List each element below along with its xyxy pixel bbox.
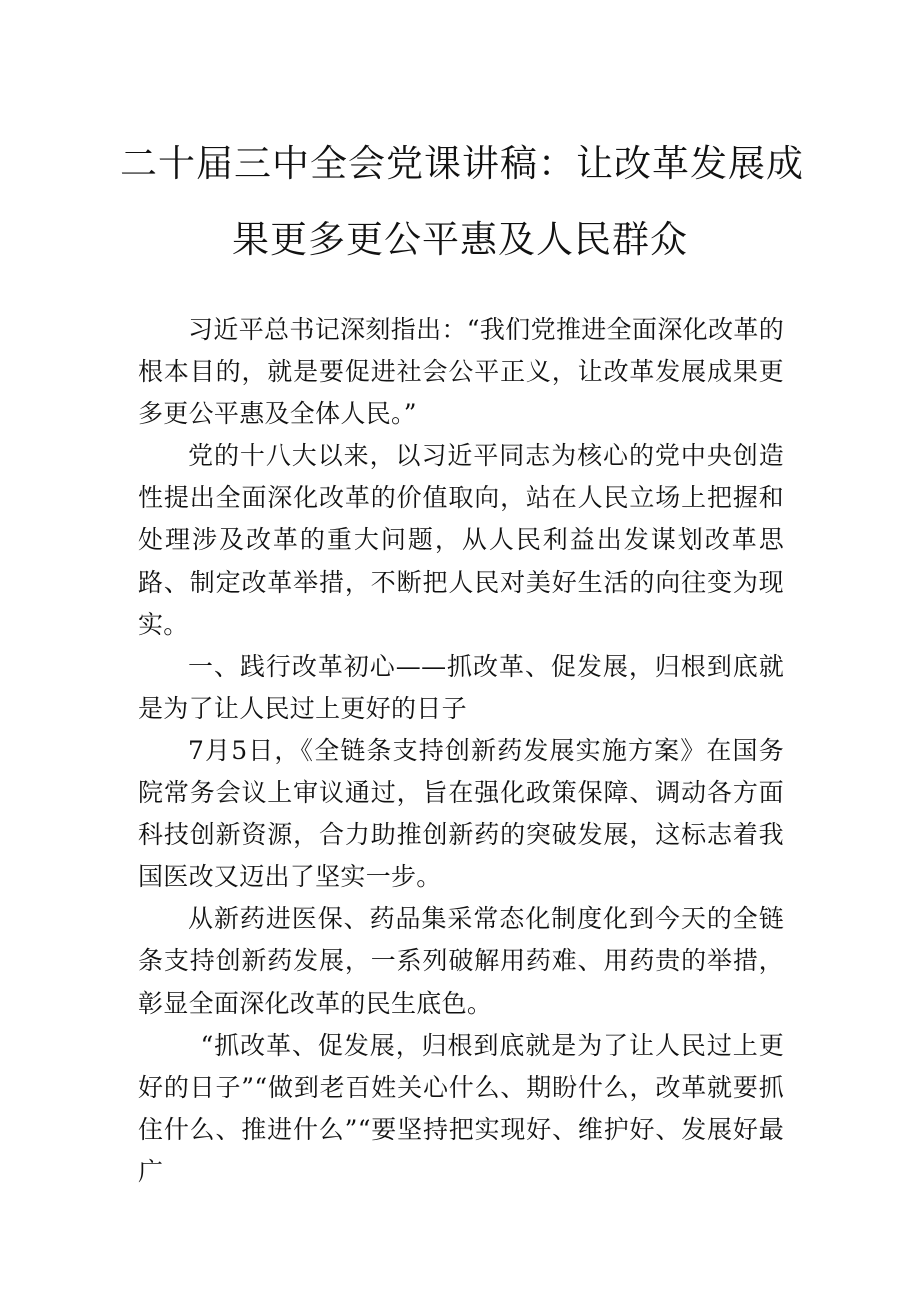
paragraph-july-5: 7月5日，《全链条支持创新药发展实施方案》在国务院常务会议上审议通过，旨在强化政策保障、调动各方面科技创新资源，合力助推创新药的突破发展，这标志着我国医改又迈出了坚实一步。 [138, 735, 784, 892]
paragraph-since-18th-congress: 党的十八大以来，以习近平同志为核心的党中央创造性提出全面深化改革的价值取向，站在人民立场上把握和处理涉及改革的重大问题，从人民利益出发谋划改革思路、制定改革举措，不断把人民对美好生活的向往变为现实。 [138, 441, 784, 639]
document-body [138, 309, 784, 1193]
document-title-line-1: 二十届三中全会党课讲稿：让改革发展成 [120, 142, 804, 185]
section-heading-1: 一、践行改革初心——抓改革、促发展，归根到底就是为了让人民过上更好的日子 [138, 651, 784, 723]
paragraph-reform-quotes: “抓改革、促发展，归根到底就是为了让人民过上更好的日子”“做到老百姓关心什么、期盼什么，改革就要抓住什么、推进什么”“要坚持把实现好、维护好、发展好最广 [138, 1030, 784, 1186]
document-title-line-2: 果更多更公平惠及人民群众 [232, 218, 688, 261]
paragraph-medicine-reform: 从新药进医保、药品集采常态化制度化到今天的全链条支持创新药发展，一系列破解用药难、用药贵的举措，彰显全面深化改革的民生底色。 [138, 904, 784, 1018]
paragraph-quote-intro: 习近平总书记深刻指出：“我们党推进全面深化改革的根本目的，就是要促进社会公平正义，让改革发展成果更多更公平惠及全体人民。” [138, 315, 784, 429]
